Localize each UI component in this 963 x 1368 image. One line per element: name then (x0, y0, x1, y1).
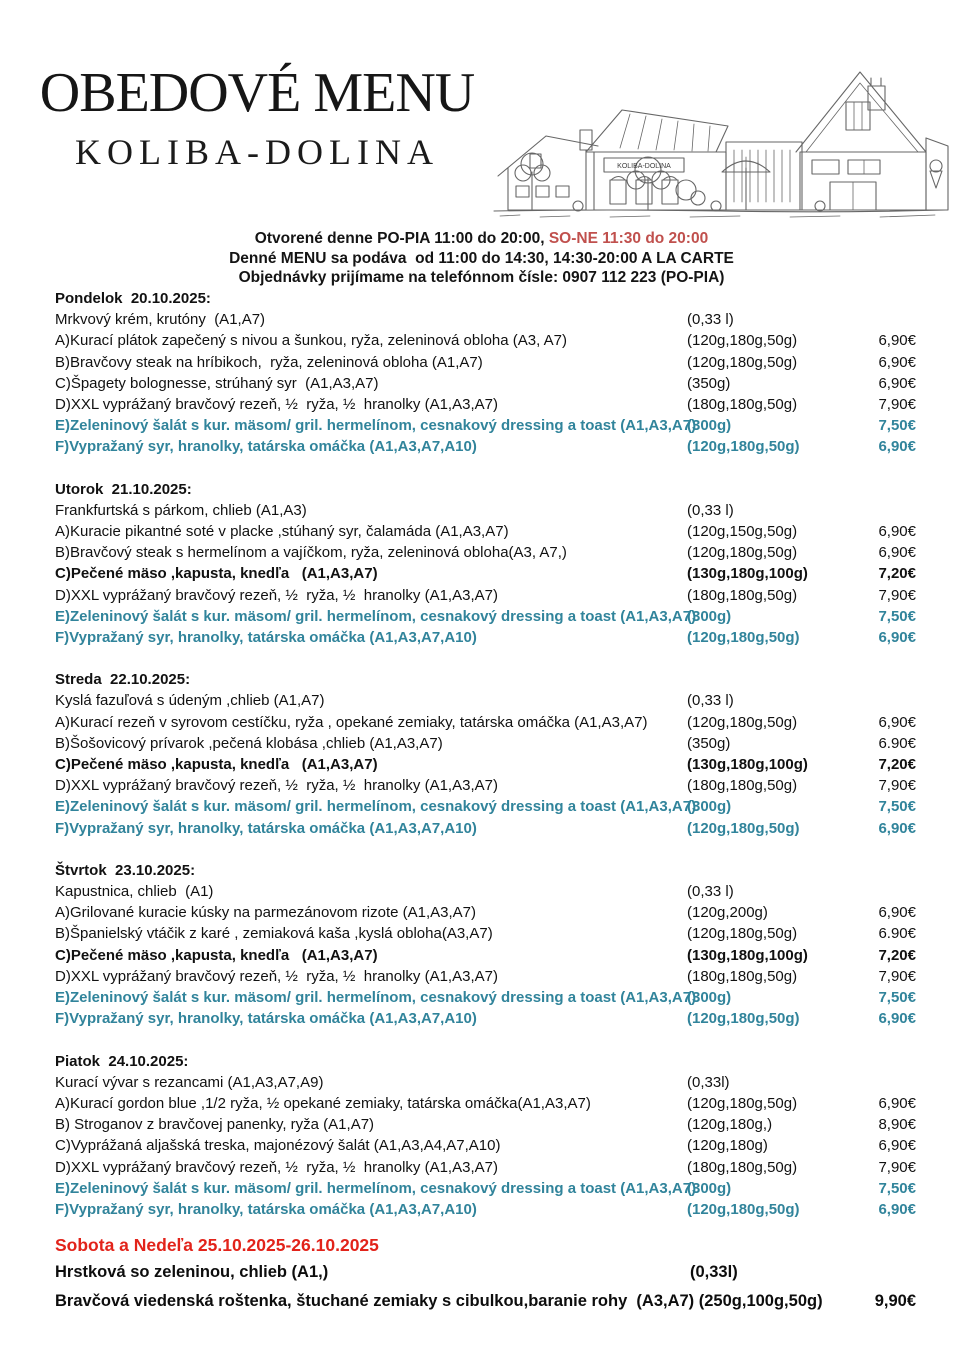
menu-item-price: 6,90€ (878, 819, 916, 837)
menu-item-text: F)Vypražaný syr, hranolky, tatárska omáčka (A1,A3,A7,A10) (55, 438, 477, 456)
menu-item-row (55, 542, 916, 563)
menu-item-portion: (180g,180g,50g) (687, 396, 798, 414)
menu-item-portion: (0,33 l) (687, 692, 734, 710)
menu-item-price: 7,90€ (878, 396, 916, 414)
menu-item-row (55, 1157, 916, 1178)
menu-item-portion: (120g,200g) (687, 904, 768, 922)
menu-item-text: F)Vypražaný syr, hranolky, tatárska omáčka (A1,A3,A7,A10) (55, 1010, 477, 1028)
menu-item-price: 6,90€ (878, 374, 916, 392)
menu-item-text: D)XXL vyprážaný bravčový rezeň, ½ ryža, ½ hranolky (A1,A3,A7) (55, 967, 498, 985)
menu-item-text: F)Vypražaný syr, hranolky, tatárska omáčka (A1,A3,A7,A10) (55, 629, 477, 647)
menu-item-text: A)Kurací plátok zapečený s nivou a šunkou, ryža, zeleninová obloha (A3, A7) (55, 332, 567, 350)
menu-item-text: Kyslá fazuľová s údeným ,chlieb (A1,A7) (55, 692, 325, 710)
menu-item-text: B)Bravčový steak s hermelínom a vajíčkom, ryža, zeleninová obloha(A3, A7,) (55, 544, 567, 562)
menu-item-row (55, 373, 916, 394)
menu-item-price: 6,90€ (878, 332, 916, 350)
menu-item-portion: (180g,180g,50g) (687, 777, 798, 795)
menu-item-price: 6,90€ (878, 438, 916, 456)
menu-item-row (55, 733, 916, 754)
menu-item-portion: (0,33 l) (687, 311, 734, 329)
weekend-item-row (55, 1258, 916, 1287)
day-heading: Štvrtok 23.10.2025: (55, 861, 196, 879)
menu-item-price: 6,90€ (878, 713, 916, 731)
menu-item-portion: (0,33 l) (687, 501, 734, 519)
menu-item-price: 8,90€ (878, 1116, 916, 1134)
menu-item-price: 7,50€ (878, 989, 916, 1007)
menu-item-portion: (300g) (687, 417, 732, 435)
weekend-item-row (55, 1287, 916, 1316)
menu-item-price: 7,90€ (878, 777, 916, 795)
day-heading: Utorok 21.10.2025: (55, 480, 192, 498)
menu-item-portion: (0,33 l) (687, 883, 734, 901)
day-heading: Pondelok 20.10.2025: (55, 290, 211, 307)
menu-item-portion: (130g,180g,100g) (687, 946, 808, 964)
menu-item-portion: (0,33l) (690, 1263, 738, 1282)
menu-item-row (55, 1135, 916, 1156)
menu-item-text: B)Španielský vtáčik z karé , zemiaková kaša ,kyslá obloha(A3,A7) (55, 925, 493, 943)
menu-item-row (55, 415, 916, 436)
weekend-heading: Sobota a Nedeľa 25.10.2025-26.10.2025 (55, 1235, 379, 1256)
menu-item-row (55, 1093, 916, 1114)
menu-item-text: E)Zeleninový šalát s kur. mäsom/ gril. hermelínom, cesnakový dressing a toast (A1,A3,A7) (55, 417, 697, 435)
menu-item-portion: (120g,180g,50g) (687, 1094, 798, 1112)
menu-item-text: D)XXL vyprážaný bravčový rezeň, ½ ryža, ½ hranolky (A1,A3,A7) (55, 777, 498, 795)
menu-item-row (55, 500, 916, 521)
menu-item-price: 6,90€ (878, 1094, 916, 1112)
menu-item-price: 7,90€ (878, 967, 916, 985)
menu-item-price: 6.90€ (878, 925, 916, 943)
menu-item-portion: (350g) (687, 734, 731, 752)
menu-item-price (852, 309, 916, 330)
menu-item-text: E)Zeleninový šalát s kur. mäsom/ gril. hermelínom, cesnakový dressing a toast (A1,A3,A7) (55, 1179, 697, 1197)
day-section (55, 669, 916, 839)
menu-item-price: 6,90€ (878, 1200, 916, 1218)
menu-item-text: C)Pečené mäso ,kapusta, knedľa (A1,A3,A7) (55, 565, 378, 583)
menu-item-portion: (180g,180g,50g) (687, 1158, 798, 1176)
menu-item-price: 6,90€ (878, 629, 916, 647)
restaurant-title-block (28, 64, 486, 173)
menu-item-price (852, 1072, 916, 1093)
page-title: OBEDOVÉ MENU (39, 62, 475, 124)
menu-item-portion: (300g) (687, 798, 732, 816)
menu-item-row (55, 1199, 916, 1220)
menu-item-price: 7,20€ (878, 565, 916, 583)
menu-item-price: 7,20€ (878, 946, 916, 964)
menu-item-text: D)XXL vyprážaný bravčový rezeň, ½ ryža, ½ hranolky (A1,A3,A7) (55, 1158, 498, 1176)
menu-item-portion: (180g,180g,50g) (687, 586, 798, 604)
day-heading: Streda 22.10.2025: (55, 671, 191, 689)
menu-item-row (55, 627, 916, 648)
menu-item-portion: (130g,180g,100g) (687, 565, 808, 583)
menu-item-row (55, 585, 916, 606)
menu-item-portion: (300g) (687, 607, 732, 625)
building-sketch-drawing (490, 50, 950, 228)
menu-body (55, 288, 916, 1316)
menu-item-price: 6.90€ (878, 734, 916, 752)
menu-item-row (55, 521, 916, 542)
menu-item-portion: (120g,150g,50g) (687, 523, 798, 541)
menu-item-price: 7,20€ (878, 756, 916, 774)
menu-item-price: 6,90€ (878, 1010, 916, 1028)
menu-item-portion: (180g,180g,50g) (687, 967, 798, 985)
menu-item-row (55, 1114, 916, 1135)
menu-item-portion: (120g,180g,50g) (687, 332, 798, 350)
menu-item-text: Hrstková so zeleninou, chlieb (A1,) (55, 1263, 329, 1282)
menu-item-row (55, 1008, 916, 1029)
menu-item-price: 7,50€ (878, 607, 916, 625)
menu-item-row (55, 563, 916, 584)
menu-item-text: A)Kurací rezeň v syrovom cestíčku, ryža , opekané zemiaky, tatárska omáčka (A1,A3,A7) (55, 713, 648, 731)
menu-item-price: 6,90€ (878, 523, 916, 541)
menu-item-price: 6,90€ (878, 353, 916, 371)
menu-item-portion: (0,33l) (687, 1073, 730, 1091)
menu-item-text: Kurací vývar s rezancami (A1,A3,A7,A9) (55, 1073, 324, 1091)
day-section (55, 1051, 916, 1221)
menu-item-text: E)Zeleninový šalát s kur. mäsom/ gril. hermelínom, cesnakový dressing a toast (A1,A3,A7) (55, 798, 697, 816)
menu-item-row (55, 606, 916, 627)
menu-item-price (852, 690, 916, 711)
menu-item-price (852, 881, 916, 902)
menu-item-portion: (120g,180g,50g) (687, 1200, 800, 1218)
menu-item-text: C)Pečené mäso ,kapusta, knedľa (A1,A3,A7) (55, 946, 378, 964)
menu-item-row (55, 987, 916, 1008)
menu-item-price: 7,50€ (878, 798, 916, 816)
menu-item-row (55, 712, 916, 733)
menu-item-row (55, 309, 916, 330)
menu-item-text: C)Pečené mäso ,kapusta, knedľa (A1,A3,A7) (55, 756, 378, 774)
menu-serving-time-line: Denné MENU sa podáva od 11:00 do 14:30, 14:30-20:00 A LA CARTE (229, 249, 734, 267)
menu-item-text: E)Zeleninový šalát s kur. mäsom/ gril. hermelínom, cesnakový dressing a toast (A1,A3,A7) (55, 607, 697, 625)
menu-item-portion: (120g,180g,50g) (687, 629, 800, 647)
menu-item-row (55, 330, 916, 351)
menu-item-row (55, 754, 916, 775)
menu-item-row (55, 923, 916, 944)
menu-item-price: 9,90€ (874, 1292, 916, 1311)
menu-item-row (55, 818, 916, 839)
sketch-sign-label: KOLIBA-DOLINA (617, 163, 671, 170)
menu-item-row (55, 966, 916, 987)
menu-item-price: 6,90€ (878, 904, 916, 922)
menu-item-price: 7,90€ (878, 1158, 916, 1176)
menu-item-row (55, 436, 916, 457)
menu-item-row (55, 690, 916, 711)
menu-item-portion: (350g) (687, 374, 731, 392)
weekend-section (55, 1232, 916, 1316)
menu-item-text: F)Vypražaný syr, hranolky, tatárska omáčka (A1,A3,A7,A10) (55, 1200, 477, 1218)
menu-item-text: C)Špagety bolognesse, strúhaný syr (A1,A3,A7) (55, 374, 379, 392)
menu-item-row (55, 796, 916, 817)
menu-item-portion: (120g,180g,50g) (687, 544, 798, 562)
menu-item-text: D)XXL vyprážaný bravčový rezeň, ½ ryža, ½ hranolky (A1,A3,A7) (55, 396, 498, 414)
menu-item-row (55, 352, 916, 373)
menu-item-row (55, 945, 916, 966)
menu-item-text: B)Šošovicový prívarok ,pečená klobása ,chlieb (A1,A3,A7) (55, 734, 443, 752)
menu-item-portion: (300g) (687, 1179, 732, 1197)
menu-item-portion: (120g,180g,) (687, 1116, 773, 1134)
day-heading: Piatok 24.10.2025: (55, 1052, 189, 1070)
menu-item-price: 6,90€ (878, 1137, 916, 1155)
menu-item-portion: (120g,180g,50g) (687, 925, 798, 943)
menu-item-text: B) Stroganov z bravčovej panenky, ryža (A1,A7) (55, 1116, 375, 1134)
menu-item-text: Kapustnica, chlieb (A1) (55, 883, 214, 901)
menu-item-price: 7,50€ (878, 1179, 916, 1197)
menu-item-price (852, 500, 916, 521)
menu-item-portion: (120g,180g) (687, 1137, 768, 1155)
menu-item-row (55, 775, 916, 796)
page-header (0, 0, 963, 228)
day-section (55, 860, 916, 1030)
opening-hours-weekdays: Otvorené denne PO-PIA 11:00 do 20:00, (254, 230, 549, 247)
phone-orders-line: Objednávky prijímame na telefónnom čísle: 0907 112 223 (PO-PIA) (238, 269, 725, 287)
menu-item-text: D)XXL vyprážaný bravčový rezeň, ½ ryža, ½ hranolky (A1,A3,A7) (55, 586, 498, 604)
menu-item-row (55, 1072, 916, 1093)
menu-item-price: 6,90€ (878, 544, 916, 562)
opening-hours-line (0, 229, 963, 249)
menu-item-text: A)Kuracie pikantné soté v placke ,stúhaný syr, čalamáda (A1,A3,A7) (55, 523, 509, 541)
menu-item-price: 7,50€ (878, 417, 916, 435)
menu-item-text: Mrkvový krém, krutóny (A1,A7) (55, 311, 266, 329)
menu-item-portion: (120g,180g,50g) (687, 353, 798, 371)
opening-info (0, 229, 963, 288)
menu-item-text: F)Vypražaný syr, hranolky, tatárska omáčka (A1,A3,A7,A10) (55, 819, 477, 837)
day-section (55, 479, 916, 649)
menu-item-portion: (130g,180g,100g) (687, 756, 808, 774)
menu-item-text: B)Bravčovy steak na hríbikoch, ryža, zeleninová obloha (A1,A7) (55, 353, 483, 371)
menu-item-row (55, 881, 916, 902)
menu-item-price: 7,90€ (878, 586, 916, 604)
day-section (55, 288, 916, 458)
menu-item-text: A)Kurací gordon blue ,1/2 ryža, ½ opekané zemiaky, tatárska omáčka(A1,A3,A7) (55, 1094, 591, 1112)
menu-item-text: A)Grilované kuracie kúsky na parmezánovom rizote (A1,A3,A7) (55, 904, 477, 922)
menu-item-text: Frankfurtská s párkom, chlieb (A1,A3) (55, 501, 307, 519)
menu-item-text: Bravčová viedenská roštenka, štuchané zemiaky s cibulkou,baranie rohy (A3,A7) (250g,100g,50g) (55, 1292, 828, 1311)
menu-item-portion: (120g,180g,50g) (687, 1010, 800, 1028)
menu-item-text: E)Zeleninový šalát s kur. mäsom/ gril. hermelínom, cesnakový dressing a toast (A1,A3,A7) (55, 989, 697, 1007)
menu-days (55, 288, 916, 1220)
weekend-rows (55, 1258, 916, 1316)
menu-item-portion: (120g,180g,50g) (687, 713, 798, 731)
menu-item-row (55, 394, 916, 415)
menu-item-portion: (300g) (687, 989, 732, 1007)
menu-item-portion: (120g,180g,50g) (687, 819, 800, 837)
opening-hours-weekend: SO-NE 11:30 do 20:00 (548, 230, 709, 247)
restaurant-name: KOLIBA-DOLINA (75, 131, 439, 172)
menu-item-row (55, 1178, 916, 1199)
building-sketch (490, 50, 950, 228)
menu-item-row (55, 902, 916, 923)
menu-item-portion: (120g,180g,50g) (687, 438, 800, 456)
menu-item-text: C)Vyprážaná aljašská treska, majonézový šalát (A1,A3,A4,A7,A10) (55, 1137, 501, 1155)
